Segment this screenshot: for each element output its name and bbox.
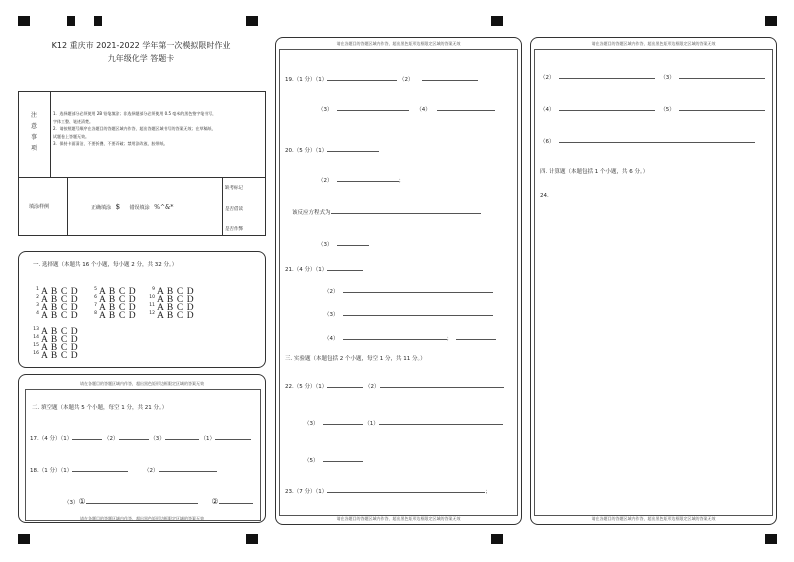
answer-blank[interactable] (337, 239, 369, 246)
answer-blank[interactable] (337, 104, 409, 111)
answer-blank[interactable] (327, 381, 363, 388)
blank-label: （2） (324, 289, 339, 295)
blank-label: （2） (540, 75, 555, 81)
blank-label: （5） (660, 107, 675, 113)
registration-mark (18, 534, 30, 544)
circled-one: ① (78, 497, 86, 506)
answer-blank[interactable] (380, 381, 504, 388)
question-number: 15 (33, 343, 39, 348)
absent-flag: 缺考标记 (225, 186, 243, 191)
blank-label: （3） (324, 312, 339, 318)
page-title: K12 重庆市 2021-2022 学年第一次模拟限时作业 (51, 41, 231, 50)
blank-label: （1） (315, 489, 328, 495)
q20-label: 20.（5 分） (285, 148, 316, 154)
equation-label: 该反应方程式为 (292, 210, 331, 216)
answer-blank[interactable] (437, 104, 495, 111)
answer-blank[interactable] (119, 433, 149, 440)
answer-blank[interactable] (379, 418, 503, 425)
question-number: 14 (33, 335, 39, 340)
example-label: 填涂样例 (29, 204, 50, 210)
notice-strip: 请在各题目的答题区域内作答，超出黑色矩形边框限定区域的答案无效 (336, 41, 461, 46)
blank-label: （5） (304, 458, 319, 464)
blank-label: （3） (318, 242, 333, 248)
answer-area (279, 49, 518, 516)
answer-blank[interactable] (327, 74, 397, 81)
answer-options[interactable]: A B C D (157, 295, 195, 305)
answer-area (25, 389, 261, 521)
q18-label: 18.（1 分） (30, 468, 61, 474)
answer-blank[interactable] (86, 497, 198, 504)
blank-label: （2） (104, 436, 119, 442)
blank-label: （3） (64, 500, 79, 506)
registration-mark (67, 16, 75, 26)
answer-area (534, 49, 773, 516)
answer-blank[interactable] (327, 145, 379, 152)
answer-blank[interactable] (559, 136, 755, 143)
section-choice (18, 251, 266, 368)
q23-label: 23.（7 分） (285, 489, 316, 495)
blank-label: （6） (540, 139, 555, 145)
answer-blank[interactable] (343, 333, 447, 340)
blank-label: （4） (540, 107, 555, 113)
answer-blank[interactable] (559, 72, 655, 79)
answer-options[interactable]: A B C D (41, 303, 79, 313)
answer-options[interactable]: A B C D (41, 343, 79, 353)
registration-mark (18, 16, 30, 26)
registration-mark (765, 16, 777, 26)
answer-blank[interactable] (165, 433, 199, 440)
blank-label: （1） (60, 468, 73, 474)
blank-label: （1） (364, 421, 379, 427)
wrong-fill-label: 错误填涂 (129, 205, 150, 211)
semicolon: ； (398, 178, 405, 184)
blank-label: （3） (304, 421, 319, 427)
blank-label: （1） (200, 436, 215, 442)
answer-blank[interactable] (337, 175, 399, 182)
page-subtitle: 九年级化学 答题卡 (107, 54, 175, 63)
question-number: 8 (94, 311, 97, 316)
cheating-flag: 是否作弊 (225, 227, 243, 232)
wrong-fill-marks: %^&* (154, 204, 174, 211)
notice-label: 注 意 事 项 (30, 112, 37, 152)
answer-blank[interactable] (679, 72, 765, 79)
answer-blank[interactable] (343, 286, 493, 293)
answer-blank[interactable] (559, 104, 655, 111)
question-number: 9 (152, 287, 155, 292)
blank-label: （3） (318, 107, 333, 113)
question-number: 10 (149, 295, 155, 300)
answer-blank[interactable] (327, 486, 485, 493)
blank-label: （1） (315, 267, 328, 273)
answer-blank[interactable] (219, 497, 253, 504)
notice-strip: 请在各题目的答题区域内作答，超出黑色矩形边框限定区域的答案无效 (80, 516, 204, 521)
registration-mark (491, 534, 503, 544)
notice-panel (18, 91, 266, 236)
answer-options[interactable]: A B C D (99, 295, 137, 305)
answer-blank[interactable] (327, 264, 363, 271)
question-number: 12 (149, 311, 155, 316)
answer-blank[interactable] (72, 433, 102, 440)
notice-item: 3．保持卡面清洁，不要折叠、不要弄破；禁用涂改液、胶带纸。 (53, 141, 168, 146)
section-fill-title: 二. 填空题（本题共 5 个小题，每空 1 分，共 21 分。） (32, 405, 168, 411)
section-fill (18, 374, 266, 523)
blank-label: （2） (365, 384, 380, 390)
question-number: 6 (94, 295, 97, 300)
blank-label: （1） (315, 77, 328, 83)
question-number: 1 (36, 287, 39, 292)
blank-label: （1） (60, 436, 73, 442)
question-number: 2 (36, 295, 39, 300)
question-number: 11 (149, 303, 155, 308)
correct-fill-label: 正确填涂 (91, 205, 112, 211)
answer-options[interactable]: A B C D (99, 311, 137, 321)
answer-options[interactable]: A B C D (41, 287, 79, 297)
section-experiment-title: 三. 实验题（本题包括 2 个小题，每空 1 分，共 11 分。） (285, 356, 426, 362)
question-number: 16 (33, 351, 39, 356)
question-number: 7 (94, 303, 97, 308)
semicolon: ； (485, 489, 491, 495)
q22-label: 22.（5 分） (285, 384, 316, 390)
question-number: 3 (36, 303, 39, 308)
notice-item: 试题卷上答题无效。 (53, 133, 89, 139)
answer-options[interactable]: A B C D (99, 287, 137, 297)
q17-label: 17.（4 分） (30, 436, 61, 442)
registration-mark (94, 16, 102, 26)
answer-blank[interactable] (456, 333, 496, 340)
question-number: 4 (36, 311, 39, 316)
semicolon: ； (446, 336, 453, 342)
blank-label: （2） (144, 468, 159, 474)
answer-options[interactable]: A B C D (41, 327, 79, 337)
question-number: 5 (94, 287, 97, 292)
answer-options[interactable]: A B C D (99, 303, 137, 313)
blank-label: （1） (315, 384, 328, 390)
q21-label: 21.（4 分） (285, 267, 316, 273)
answer-options[interactable]: A B C D (41, 335, 79, 345)
blank-label: （3） (150, 436, 165, 442)
section-calc-title: 四. 计算题（本题包括 1 个小题，共 6 分。） (540, 169, 649, 175)
answer-blank[interactable] (331, 207, 481, 214)
answer-options[interactable]: A B C D (157, 311, 195, 321)
column-2 (275, 37, 522, 525)
answer-blank[interactable] (343, 309, 493, 316)
column-3 (530, 37, 777, 525)
notice-strip: 请在各题目的答题区域内作答，超出黑色矩形边框限定区域的答案无效 (80, 381, 204, 386)
answer-options[interactable]: A B C D (41, 311, 79, 321)
circled-two: ② (211, 497, 219, 506)
answer-options[interactable]: A B C D (157, 303, 195, 313)
blank-label: （4） (416, 107, 431, 113)
answer-blank[interactable] (323, 418, 363, 425)
blank-label: （1） (315, 148, 328, 154)
answer-blank[interactable] (679, 104, 765, 111)
notice-item: 1．选择题部分必须使用 2B 铅笔填涂；非选择题部分必须使用 0.5 毫米的黑色签字笔书写， (53, 111, 217, 116)
q19-label: 19.（1 分） (285, 77, 316, 83)
answer-options[interactable]: A B C D (41, 295, 79, 305)
answer-blank[interactable] (215, 433, 251, 440)
answer-options[interactable]: A B C D (41, 351, 79, 361)
answer-blank[interactable] (159, 465, 217, 472)
registration-mark (765, 534, 777, 544)
q24-label: 24. (540, 193, 549, 199)
registration-mark (491, 16, 503, 26)
notice-item: 字体工整、笔迹清楚。 (53, 118, 93, 124)
notice-strip: 请在各题目的答题区域内作答，超出黑色矩形边框限定区域的答案无效 (591, 516, 716, 521)
correct-fill-mark: $ (115, 203, 121, 211)
blank-label: （2） (318, 178, 333, 184)
notice-strip: 请在各题目的答题区域内作答，超出黑色矩形边框限定区域的答案无效 (336, 516, 461, 521)
answer-options[interactable]: A B C D (157, 287, 195, 297)
blank-label: （2） (399, 77, 414, 83)
notice-strip: 请在各题目的答题区域内作答，超出黑色矩形边框限定区域的答案无效 (591, 41, 716, 46)
section-choice-title: 一. 选择题（本题共 16 个小题，每小题 2 分，共 32 分。） (33, 262, 178, 268)
notice-item: 2．请按照题号顺序在各题目的答题区域内作答，超出答题区域书写的答案无效；在草稿纸、 (53, 126, 216, 131)
question-number: 13 (33, 327, 39, 332)
registration-mark (246, 16, 258, 26)
answer-blank[interactable] (72, 465, 128, 472)
answer-blank[interactable] (323, 455, 363, 462)
registration-mark (246, 534, 258, 544)
blank-label: （4） (324, 336, 339, 342)
answer-blank[interactable] (422, 74, 478, 81)
borrowed-flag: 是否借读 (225, 207, 243, 212)
blank-label: （3） (660, 75, 675, 81)
